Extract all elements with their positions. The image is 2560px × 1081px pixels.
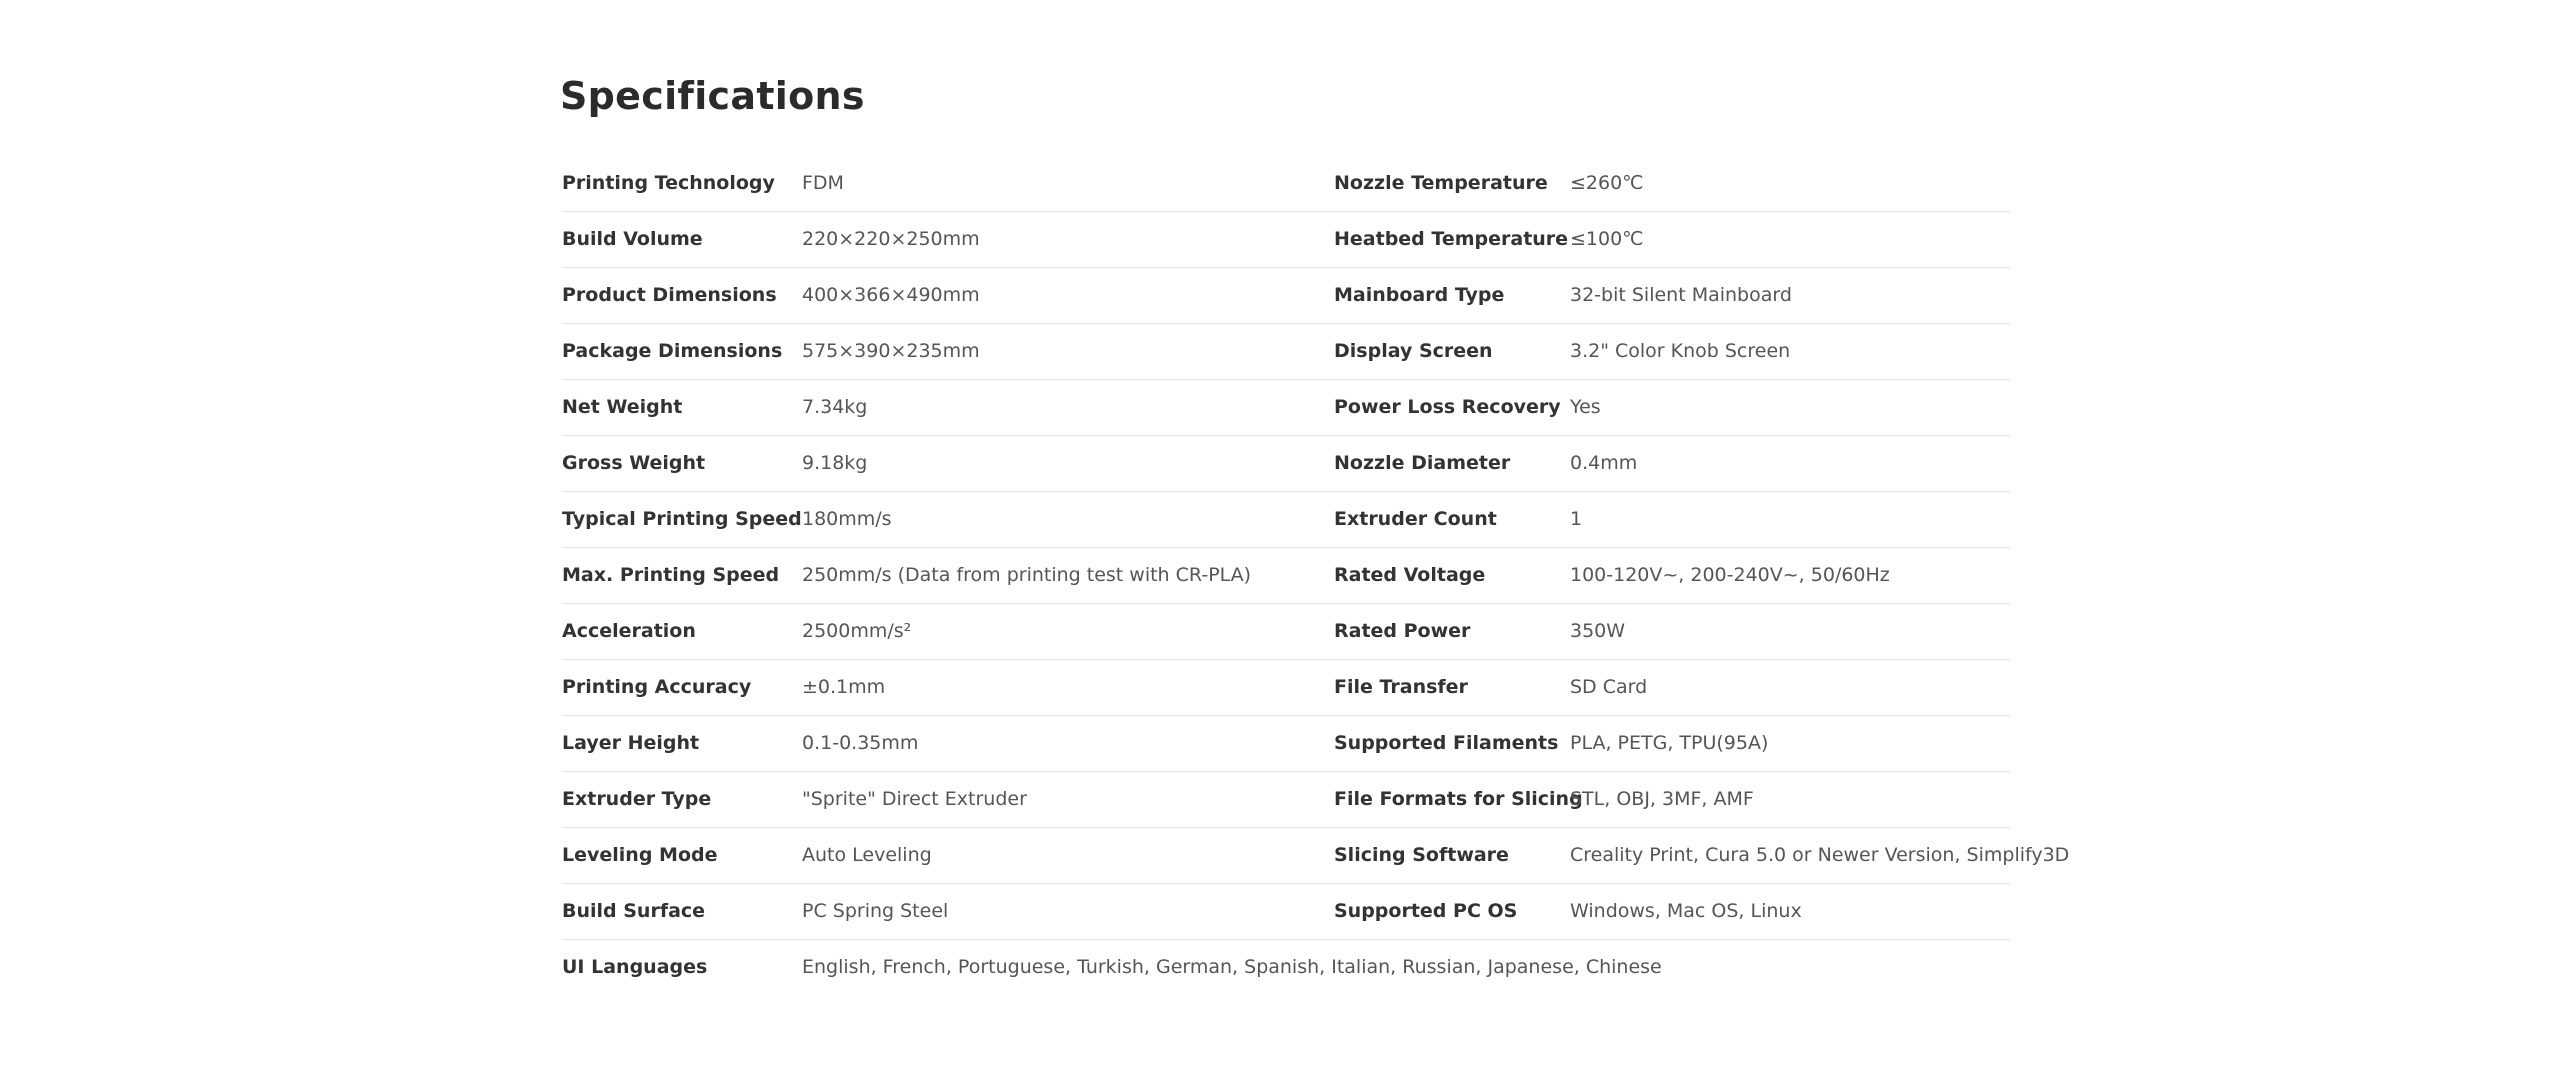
spec-label: Net Weight [562, 396, 683, 418]
spec-value: 220×220×250mm [802, 228, 980, 250]
spec-row [562, 884, 2010, 940]
spec-label: File Transfer [1334, 676, 1468, 698]
specifications-section [560, 72, 2070, 978]
spec-value: ±0.1mm [802, 676, 886, 698]
spec-row [562, 828, 2070, 884]
spec-label: Printing Technology [562, 172, 775, 194]
spec-value: 2500mm/s² [802, 620, 912, 642]
page-title: Specifications [560, 74, 865, 118]
spec-value: FDM [802, 172, 844, 194]
spec-value: PC Spring Steel [802, 900, 949, 922]
spec-value: 350W [1570, 620, 1626, 642]
spec-row [562, 716, 2010, 772]
spec-value: 250mm/s (Data from printing test with CR-PLA) [802, 564, 1252, 586]
spec-value: 3.2" Color Knob Screen [1570, 340, 1791, 362]
spec-value: STL, OBJ, 3MF, AMF [1570, 788, 1754, 810]
spec-value: Yes [1570, 396, 1601, 418]
spec-row [562, 604, 2010, 660]
spec-label: Rated Power [1334, 620, 1471, 642]
spec-table [562, 156, 2070, 995]
spec-row [562, 492, 2010, 548]
spec-value: 575×390×235mm [802, 340, 980, 362]
spec-label: UI Languages [562, 956, 708, 978]
spec-value: Creality Print, Cura 5.0 or Newer Version, Simplify3D [1570, 844, 2070, 866]
spec-value: PLA, PETG, TPU(95A) [1570, 732, 1769, 754]
spec-value: Auto Leveling [802, 844, 932, 866]
spec-row [562, 436, 2010, 492]
spec-label: Rated Voltage [1334, 564, 1486, 586]
spec-row-ui-languages [562, 940, 2010, 995]
spec-value: 0.4mm [1570, 452, 1638, 474]
spec-label: Max. Printing Speed [562, 564, 780, 586]
spec-row [562, 156, 2010, 212]
spec-label: Typical Printing Speed [562, 508, 802, 530]
spec-label: Display Screen [1334, 340, 1493, 362]
spec-value: 0.1-0.35mm [802, 732, 919, 754]
spec-label: Build Surface [562, 900, 706, 922]
spec-label: Extruder Type [562, 788, 712, 810]
spec-label: Printing Accuracy [562, 676, 752, 698]
spec-label: Nozzle Temperature [1334, 172, 1548, 194]
spec-value: English, French, Portuguese, Turkish, German, Spanish, Italian, Russian, Japanese, Chinese [802, 956, 1662, 978]
spec-label: Supported PC OS [1334, 900, 1518, 922]
spec-label: Acceleration [562, 620, 696, 642]
spec-value: "Sprite" Direct Extruder [802, 788, 1027, 810]
spec-label: Supported Filaments [1334, 732, 1559, 754]
spec-row [562, 380, 2010, 436]
spec-row [562, 660, 2010, 716]
spec-value: 7.34kg [802, 396, 868, 418]
spec-label: Leveling Mode [562, 844, 718, 866]
spec-label: Slicing Software [1334, 844, 1509, 866]
spec-row [562, 772, 2010, 828]
spec-value: 100-120V~, 200-240V~, 50/60Hz [1570, 564, 1890, 586]
spec-label: Power Loss Recovery [1334, 396, 1561, 418]
spec-label: Product Dimensions [562, 284, 777, 306]
spec-value: 400×366×490mm [802, 284, 980, 306]
spec-row [562, 212, 2010, 268]
spec-label: Nozzle Diameter [1334, 452, 1511, 474]
spec-value: 1 [1570, 508, 1583, 530]
spec-value: ≤260℃ [1570, 172, 1644, 194]
spec-label: Package Dimensions [562, 340, 783, 362]
spec-label: Extruder Count [1334, 508, 1497, 530]
spec-value: SD Card [1570, 676, 1648, 698]
spec-label: Heatbed Temperature [1334, 228, 1569, 250]
spec-label: File Formats for Slicing [1334, 788, 1583, 810]
spec-row [562, 548, 2010, 604]
spec-row [562, 268, 2010, 324]
spec-label: Layer Height [562, 732, 700, 754]
spec-label: Gross Weight [562, 452, 706, 474]
spec-value: 32-bit Silent Mainboard [1570, 284, 1792, 306]
spec-value: Windows, Mac OS, Linux [1570, 900, 1802, 922]
spec-value: ≤100℃ [1570, 228, 1644, 250]
spec-value: 180mm/s [802, 508, 892, 530]
spec-label: Mainboard Type [1334, 284, 1505, 306]
spec-row [562, 324, 2010, 380]
spec-label: Build Volume [562, 228, 703, 250]
spec-value: 9.18kg [802, 452, 868, 474]
